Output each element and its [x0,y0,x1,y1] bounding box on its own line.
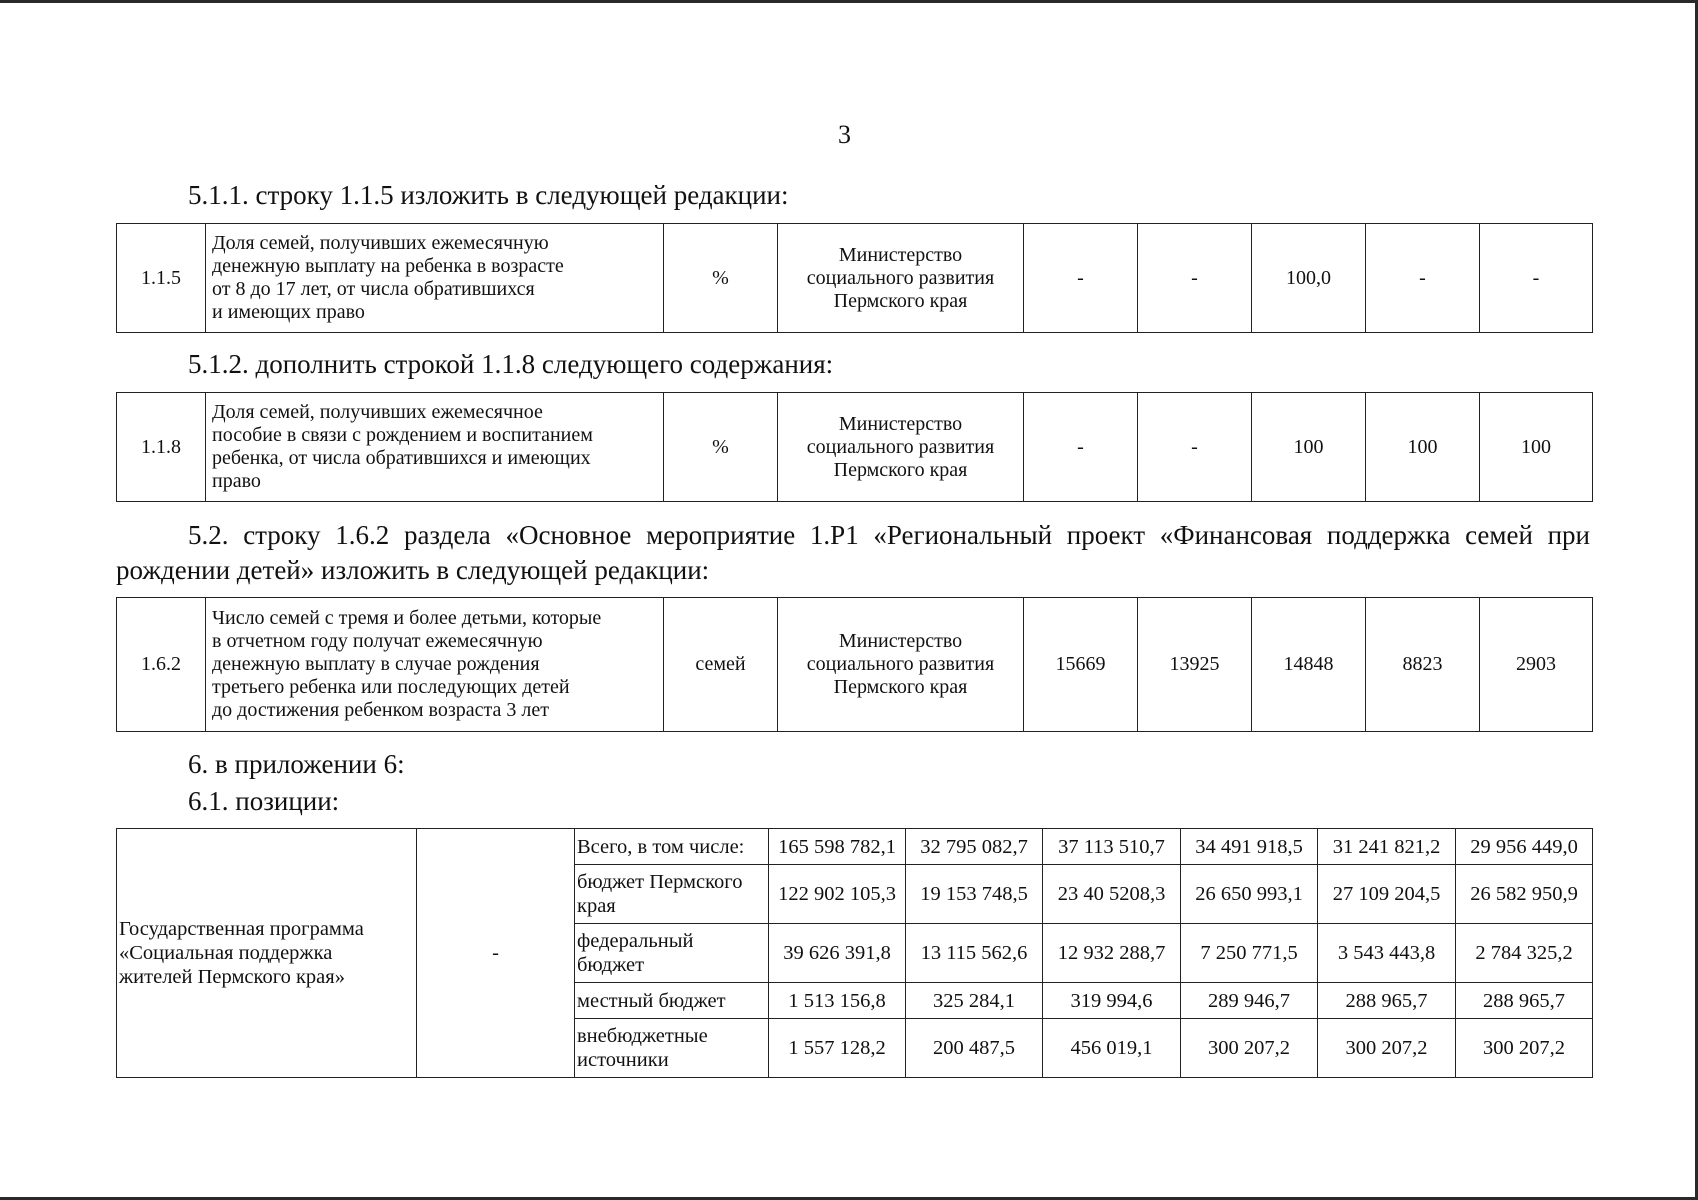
amount-cell: 300 207,2 [1181,1019,1318,1078]
executor-cell [778,224,1024,333]
program-executor-cell: - [417,829,575,1078]
page-edge-top [0,0,1698,3]
value-cell: - [1366,224,1480,333]
name-line: денежную выплату в случае рождения [212,653,540,675]
table-row-1-1-8 [116,392,1593,502]
value-cell: - [1138,393,1252,502]
label-line: края [577,895,616,917]
amount-cell: 32 795 082,7 [906,829,1043,865]
amount-cell: 23 40 5208,3 [1043,865,1181,924]
name-line: третьего ребенка или последующих детей [212,676,570,698]
executor-line: Министерство [838,630,963,652]
value-cell: - [1480,224,1593,333]
program-name-cell [117,829,417,1078]
name-line: Доля семей, получивших ежемесячную [212,232,549,254]
name-line: от 8 до 17 лет, от числа обратившихся [212,278,535,300]
amount-cell: 122 902 105,3 [769,865,906,924]
label-line: внебюджетные [577,1025,708,1047]
amount-cell: 27 109 204,5 [1318,865,1456,924]
amount-cell: 325 284,1 [906,983,1043,1019]
table-row-1-1-5 [116,223,1593,333]
amount-cell: 289 946,7 [1181,983,1318,1019]
amount-cell: 3 543 443,8 [1318,924,1456,983]
name-line: право [212,470,261,492]
unit-cell: % [664,393,778,502]
amount-cell: 300 207,2 [1456,1019,1593,1078]
funding-source-label [575,865,769,924]
amount-cell: 456 019,1 [1043,1019,1181,1078]
funding-source-label [575,924,769,983]
heading-6-1: 6.1. позиции: [188,786,340,816]
value-cell: 14848 [1252,598,1366,732]
label-line: бюджет [577,954,645,976]
amount-cell: 26 582 950,9 [1456,865,1593,924]
value-cell: 2903 [1480,598,1593,732]
value-cell: 100 [1480,393,1593,502]
funding-source-label: Всего, в том числе: [575,829,769,865]
indicator-name [206,393,664,502]
program-name-line: Государственная программа [119,918,364,940]
amount-cell: 2 784 325,2 [1456,924,1593,983]
executor-line: социального развития [806,435,995,458]
funding-source-label: местный бюджет [575,983,769,1019]
amount-cell: 288 965,7 [1456,983,1593,1019]
amount-cell: 26 650 993,1 [1181,865,1318,924]
amount-cell: 7 250 771,5 [1181,924,1318,983]
amount-cell: 37 113 510,7 [1043,829,1181,865]
amount-cell: 1 557 128,2 [769,1019,906,1078]
amount-cell: 29 956 449,0 [1456,829,1593,865]
indicator-name [206,224,664,333]
amount-cell: 288 965,7 [1318,983,1456,1019]
value-cell: 100,0 [1252,224,1366,333]
executor-line: Министерство [838,243,963,266]
executor-line: Пермского края [833,458,968,481]
amount-cell: 319 994,6 [1043,983,1181,1019]
row-code: 1.1.8 [117,393,206,502]
amount-cell: 34 491 918,5 [1181,829,1318,865]
table-row-1-6-2 [116,597,1593,732]
value-cell: 8823 [1366,598,1480,732]
indicator-name [206,598,664,732]
executor-line: социального развития [806,266,995,289]
funding-source-label [575,1019,769,1078]
name-line: до достижения ребенком возраста 3 лет [212,699,549,721]
amount-cell: 1 513 156,8 [769,983,906,1019]
executor-line: Министерство [838,412,963,435]
heading-6: 6. в приложении 6: [188,749,405,779]
value-cell: 100 [1366,393,1480,502]
program-name-line: жителей Пермского края» [119,966,345,988]
amount-cell: 12 932 288,7 [1043,924,1181,983]
amount-cell: 13 115 562,6 [906,924,1043,983]
name-line: денежную выплату на ребенка в возрасте [212,255,564,277]
name-line: и имеющих право [212,301,365,323]
unit-cell: % [664,224,778,333]
value-cell: - [1024,393,1138,502]
name-line: пособие в связи с рождением и воспитанием [212,424,593,446]
amount-cell: 200 487,5 [906,1019,1043,1078]
unit-cell: семей [664,598,778,732]
page-number: 3 [838,120,851,149]
amount-cell: 39 626 391,8 [769,924,906,983]
paragraph-5-2: 5.2. строку 1.6.2 раздела «Основное мероприятие 1.Р1 «Региональный проект «Финансовая поддержка семей при рождении детей» изложить в следующей редакции: [116,520,1590,585]
executor-cell [778,393,1024,502]
executor-line: социального развития [806,653,995,675]
executor-cell [778,598,1024,732]
executor-line: Пермского края [833,289,968,312]
value-cell: 13925 [1138,598,1252,732]
name-line: Число семей с тремя и более детьми, которые [212,607,602,629]
amount-cell: 19 153 748,5 [906,865,1043,924]
program-finance-table [116,828,1593,1078]
amount-cell: 165 598 782,1 [769,829,906,865]
value-cell: - [1024,224,1138,333]
name-line: ребенка, от числа обратившихся и имеющих [212,447,591,469]
heading-5-1-1: 5.1.1. строку 1.1.5 изложить в следующей редакции: [188,180,789,210]
amount-cell: 300 207,2 [1318,1019,1456,1078]
label-line: источники [577,1049,669,1071]
executor-line: Пермского края [833,676,968,698]
amount-cell: 31 241 821,2 [1318,829,1456,865]
row-code: 1.1.5 [117,224,206,333]
label-line: бюджет Пермского [577,871,743,893]
table-row [117,829,1593,865]
value-cell: 100 [1252,393,1366,502]
row-code: 1.6.2 [117,598,206,732]
value-cell: - [1138,224,1252,333]
value-cell: 15669 [1024,598,1138,732]
name-line: Доля семей, получивших ежемесячное [212,401,543,423]
program-name-line: «Социальная поддержка [119,942,333,964]
name-line: в отчетном году получат ежемесячную [212,630,543,652]
heading-5-1-2: 5.1.2. дополнить строкой 1.1.8 следующего содержания: [188,349,834,379]
label-line: федеральный [577,930,694,952]
